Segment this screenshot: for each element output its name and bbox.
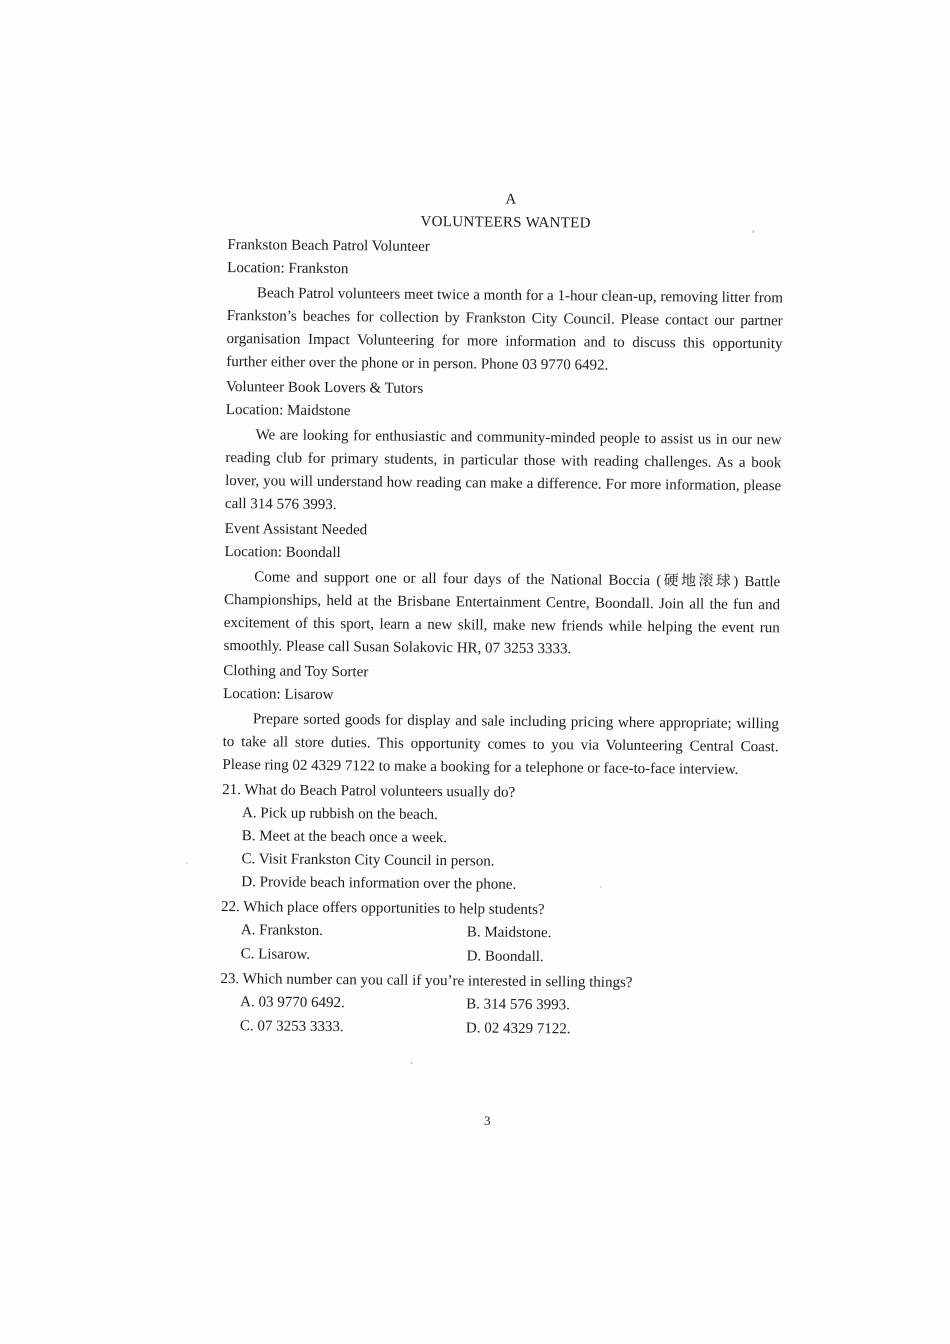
ad-location: Location: Lisarow xyxy=(223,685,334,704)
option-d: D. Boondall. xyxy=(466,948,544,966)
answer-options xyxy=(241,919,777,971)
ad-title: Event Assistant Needed xyxy=(224,520,368,539)
ad-location: Location: Boondall xyxy=(224,543,341,562)
ad-body: We are looking for enthusiastic and community-minded people to assist us in our new reading club for primary students, in particular those with reading challenges. As a book lover, you will understand how reading can make a difference. For more information, please call 314 576 3993. xyxy=(224,427,782,514)
question-stem: 23. Which number can you call if you’re interested in selling things? xyxy=(220,970,633,991)
section-letter: A xyxy=(505,191,517,208)
ad-title: Clothing and Toy Sorter xyxy=(223,662,369,681)
option-b: B. Meet at the beach once a week. xyxy=(241,828,448,847)
question-21 xyxy=(221,779,778,899)
ad-clothing-toy-sorter xyxy=(222,660,779,782)
option-c: C. 07 3253 3333. xyxy=(239,1018,344,1036)
option-a: A. 03 9770 6492. xyxy=(240,994,345,1012)
scan-speck xyxy=(410,1062,413,1064)
ad-body: Beach Patrol volunteers meet twice a month for a 1-hour clean-up, removing litter from Frankston’s beaches for collection by Frankston City Council. Please contact our partner organisation Impact Volunteering for more information and to discuss this opportunity further either over the phone or in person. Phone 03 9770 6492. xyxy=(226,285,784,374)
option-b: B. Maidstone. xyxy=(466,924,552,942)
answer-options xyxy=(240,991,776,1043)
passage-title: VOLUNTEERS WANTED xyxy=(420,213,591,232)
question-stem: 22. Which place offers opportunities to help students? xyxy=(221,898,545,919)
ad-beach-patrol xyxy=(226,234,783,379)
scan-speck xyxy=(186,862,188,864)
question-stem: 21. What do Beach Patrol volunteers usually do? xyxy=(222,781,516,801)
page-number: 3 xyxy=(484,1113,491,1128)
ad-book-lovers xyxy=(225,376,782,521)
ad-location: Location: Maidstone xyxy=(225,401,351,420)
option-a: A. Pick up rubbish on the beach. xyxy=(241,805,438,824)
ad-title: Frankston Beach Patrol Volunteer xyxy=(227,236,430,255)
ad-event-assistant xyxy=(223,518,780,663)
option-b: B. 314 576 3993. xyxy=(466,996,570,1014)
option-c: C. Visit Frankston City Council in person. xyxy=(241,851,495,870)
reading-passage xyxy=(220,186,784,1043)
option-d: D. Provide beach information over the phone. xyxy=(241,874,517,893)
ad-body: Come and support one or all four days of the National Boccia (硬地滚球) Battle Championships, held at the Brisbane Entertainment Centre, Boondall. Join all the fun and excitement of this sport, learn a new skill, make new friends while helping the event run smoothly. Please call Susan Solakovic HR, 07 3253 3333. xyxy=(223,569,781,658)
question-23 xyxy=(220,968,777,1043)
answer-options xyxy=(241,802,778,899)
question-22 xyxy=(221,896,778,971)
ad-location: Location: Frankston xyxy=(227,259,349,278)
option-a: A. Frankston. xyxy=(240,922,324,939)
option-c: C. Lisarow. xyxy=(240,946,311,963)
ad-body: Prepare sorted goods for display and sale including pricing where appropriate; willing to take all store duties. This opportunity comes to you via Volunteering Central Coast. Please ring 02 4329 7122 to make a booking for a telephone or face-to-face interview. xyxy=(222,711,779,778)
ad-title: Volunteer Book Lovers & Tutors xyxy=(225,378,424,397)
option-d: D. 02 4329 7122. xyxy=(465,1020,571,1038)
